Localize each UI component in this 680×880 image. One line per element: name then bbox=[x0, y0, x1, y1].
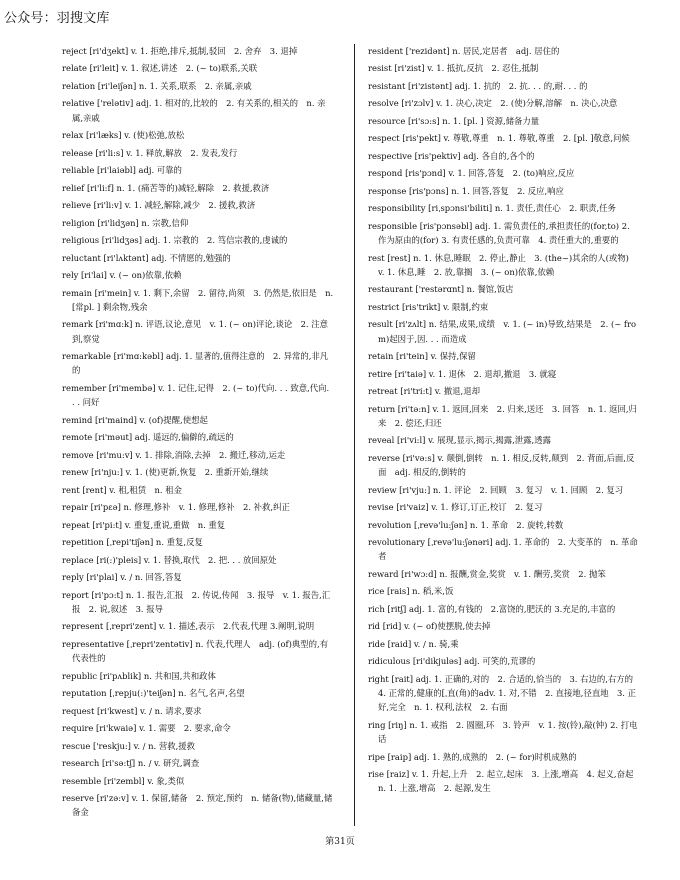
dictionary-entry: rest [rest] n. 1. 休息,睡眠 2. 停止,静止 3. (the~)其余的人(或物) v. 1. 休息,睡 2. 放,靠搁 3. (~ on)依靠,依赖 bbox=[368, 252, 638, 277]
dictionary-entry: renew [ri'nju:] v. 1. (使)更新,恢复 2. 重新开始,继续 bbox=[62, 467, 269, 478]
dictionary-entry: remove [ri'mu:v] v. 1. 排除,消除,去掉 2. 搬迁,移动,运走 bbox=[62, 449, 286, 460]
dictionary-entry: responsible [ris'pɔnsəbl] adj. 1. 需负责任的,承担责任的(for,to) 2. 作为原由的(for) 3. 有责任感的,负责可靠 4. 责任重大的,重要的 bbox=[368, 220, 630, 246]
dictionary-entry: representative [ˌrepri'zentətiv] n. 代表,代理人 adj. (of)典型的,有代表性的 bbox=[62, 638, 329, 664]
dictionary-entry: reserve [ri'zə:v] v. 1. 保留,储备 2. 预定,预约 n. 储备(物),储藏量,储备金 bbox=[62, 793, 333, 818]
dictionary-entry: resident ['rezidənt] n. 居民,定居者 adj. 居住的 bbox=[368, 46, 560, 56]
dictionary-entry: respective [ris'pektiv] adj. 各自的,各个的 bbox=[368, 150, 535, 161]
dictionary-entry: repair [ri'pɛə] n. 修理,修补 v. 1. 修理,修补 2. 补救,纠正 bbox=[62, 502, 290, 513]
dictionary-entry: relax [ri'læks] v. (使)松弛,放松 bbox=[62, 130, 185, 141]
dictionary-entry: retain [ri'tein] v. 保持,保留 bbox=[368, 351, 476, 362]
right-column bbox=[368, 44, 640, 799]
dictionary-entry: ring [riŋ] n. 1. 戒指 2. 圆圈,环 3. 铃声 v. 1. 按(铃),敲(钟) 2. 打电话 bbox=[368, 719, 638, 745]
dictionary-entry: return [ri'tə:n] v. 1. 返回,回来 2. 归来,送还 3. 回答 n. 1. 返回,归来 2. 偿还,归还 bbox=[368, 403, 637, 428]
dictionary-entry: report [ri'pɔ:t] n. 1. 报告,汇报 2. 传说,传闻 3. 报导 v. 1. 报告,汇报 2. 说,叙述 3. 报导 bbox=[62, 589, 331, 614]
dictionary-entry: restaurant ['restərɑnt] n. 餐馆,饭店 bbox=[368, 284, 514, 295]
dictionary-entry: repeat [ri'pi:t] v. 重复,重说,重做 n. 重复 bbox=[62, 519, 226, 530]
dictionary-entry: reliable [ri'laiəbl] adj. 可靠的 bbox=[62, 165, 182, 176]
dictionary-entry: resistant [ri'zistənt] adj. 1. 抗的 2. 抗. . . 的,耐. . . 的 bbox=[368, 80, 588, 91]
dictionary-entry: remember [ri'membə] v. 1. 记住,记得 2. (~ to)代向. . . 致意,代向. . . 问好 bbox=[62, 382, 330, 408]
dictionary-entry: rice [rais] n. 稻,米,饭 bbox=[368, 586, 454, 597]
column-divider bbox=[354, 44, 355, 826]
dictionary-entry: remote [ri'məut] adj. 遥远的,偏僻的,疏远的 bbox=[62, 432, 234, 443]
dictionary-entry: revolutionary [ˌrevə'lu:ʃənəri] adj. 1. 革命的 2. 大变革的 n. 革命者 bbox=[368, 537, 638, 562]
dictionary-entry: remark [ri'mɑ:k] n. 评语,议论,意见 v. 1. (~ on)评论,谈论 2. 注意到,察觉 bbox=[62, 319, 328, 344]
dictionary-entry: resolve [ri'zɔlv] v. 1. 决心,决定 2. (使)分解,溶解 n. 决心,决意 bbox=[368, 98, 618, 109]
dictionary-entry: relate [ri'leit] v. 1. 叙述,讲述 2. (~ to)联系,关联 bbox=[62, 63, 258, 74]
dictionary-entry: resemble [ri'zembl] v. 象,类似 bbox=[62, 775, 185, 786]
dictionary-entry: reject [ri'dʒekt] v. 1. 拒绝,排斥,抵制,驳回 2. 舍弃 3. 退掉 bbox=[62, 46, 298, 56]
dictionary-entry: request [ri'kwest] v. / n. 请求,要求 bbox=[62, 705, 202, 716]
dictionary-entry: rescue ['reskju:] v. / n. 营救,援救 bbox=[62, 740, 196, 751]
dictionary-entry: relief [ri'li:f] n. 1. (痛苦等的)减轻,解除 2. 救援,救济 bbox=[62, 182, 270, 193]
dictionary-entry: retreat [ri'tri:t] v. 撤退,退却 bbox=[368, 386, 480, 397]
dictionary-entry: remind [ri'maind] v. (of)提醒,使想起 bbox=[62, 414, 208, 425]
dictionary-entry: resource [ri'sɔ:s] n. 1. [pl. ] 资源,储备力量 bbox=[368, 115, 540, 126]
dictionary-entry: remain [ri'mein] v. 1. 剩下,余留 2. 留待,尚须 3. 仍然是,依旧是 n. [常pl. ] 剩余物,残余 bbox=[62, 287, 334, 312]
dictionary-entry: rise [raiz] v. 1. 升起,上升 2. 起立,起床 3. 上涨,增高 4. 起义,奋起 n. 1. 上涨,增高 2. 起源,发生 bbox=[368, 769, 642, 794]
dictionary-entry: revolution [ˌrevə'lu:ʃən] n. 1. 革命 2. 旋转,转数 bbox=[368, 519, 564, 530]
dictionary-entry: religion [ri'lidʒən] n. 宗教,信仰 bbox=[62, 217, 189, 228]
dictionary-entry: relative ['relətiv] adj. 1. 相对的,比较的 2. 有关系的,相关的 n. 亲属,亲戚 bbox=[62, 98, 326, 123]
dictionary-entry: ripe [raip] adj. 1. 熟的,成熟的 2. (~ for)时机成熟的 bbox=[368, 751, 577, 762]
dictionary-entry: reputation [ˌrepju(:)'teiʃən] n. 名气,名声,名望 bbox=[62, 688, 245, 699]
dictionary-entry: require [ri'kwaiə] v. 1. 需要 2. 要求,命令 bbox=[62, 723, 231, 734]
dictionary-entry: reward [ri'wɔ:d] n. 报酬,赏金,奖赏 v. 1. 酬劳,奖赏 2. 抛笨 bbox=[368, 568, 606, 579]
left-column bbox=[62, 44, 334, 823]
dictionary-entry: release [ri'li:s] v. 1. 释放,解放 2. 发表,发行 bbox=[62, 147, 238, 158]
page-number: 第31页 bbox=[325, 837, 355, 847]
dictionary-entry: relation [ri'leiʃən] n. 1. 关系,联系 2. 亲属,亲戚 bbox=[62, 80, 252, 91]
dictionary-entry: rid [rid] v. (~ of)使摆脱,使去掉 bbox=[368, 621, 491, 632]
dictionary-entry: reluctant [ri'lʌktənt] adj. 不情愿的,勉强的 bbox=[62, 252, 231, 263]
dictionary-entry: religious [ri'lidʒəs] adj. 1. 宗教的 2. 笃信宗教的,虔诚的 bbox=[62, 235, 288, 246]
dictionary-entry: ridiculous [ri'dikjuləs] adj. 可笑的,荒谬的 bbox=[368, 656, 536, 667]
dictionary-entry: relieve [ri'li:v] v. 1. 减轻,解除,减少 2. 援救,救济 bbox=[62, 200, 256, 211]
dictionary-entry: remarkable [ri'mɑ:kəbl] adj. 1. 显著的,值得注意的 2. 异常的,非凡的 bbox=[62, 351, 329, 376]
dictionary-entry: repetition [ˌrepi'tiʃən] n. 重复,反复 bbox=[62, 537, 203, 548]
dictionary-entry: respond [ris'pɔnd] v. 1. 回答,答复 2. (to)响应,反应 bbox=[368, 168, 575, 179]
dictionary-entry: represent [ˌrepri'zent] v. 1. 描述,表示 2.代表,代理 3.阐明,说明 bbox=[62, 621, 315, 632]
dictionary-page bbox=[62, 44, 666, 824]
dictionary-entry: right [rait] adj. 1. 正确的,对的 2. 合适的,恰当的 3. 右边的,右方的 4. 正常的,健康的[ˌ直(角)的adv. 1. 对,不错 2. 直接地,径直地 3. 正好,完全 n. 1. 权利,法权 2. 右面 bbox=[368, 673, 642, 713]
dictionary-entry: respect [ris'pekt] v. 尊敬,尊重 n. 1. 尊敬,尊重 2. [pl. ]敬意,问候 bbox=[368, 133, 630, 144]
dictionary-entry: replace [ri(:)'pleis] v. 1. 替换,取代 2. 把. . . 放回原处 bbox=[62, 554, 277, 565]
dictionary-entry: restrict [ris'trikt] v. 限制,约束 bbox=[368, 301, 489, 312]
dictionary-entry: republic [ri'pʌblik] n. 共和国,共和政体 bbox=[62, 670, 216, 681]
dictionary-entry: review [ri'vju:] n. 1. 评论 2. 回顾 3. 复习 v. 1. 回顾 2. 复习 bbox=[368, 484, 624, 495]
dictionary-entry: resist [ri'zist] v. 1. 抵抗,反抗 2. 忍住,抵制 bbox=[368, 63, 539, 74]
dictionary-entry: rent [rent] v. 租,租赁 n. 租金 bbox=[62, 484, 182, 495]
dictionary-entry: response [ris'pɔns] n. 1. 回答,答复 2. 反应,响应 bbox=[368, 185, 564, 196]
dictionary-entry: responsibility [riˌspɔnsi'biliti] n. 1. 责任,责任心 2. 职责,任务 bbox=[368, 203, 616, 214]
dictionary-entry: retire [ri'taiə] v. 1. 退休 2. 退却,撤退 3. 就寝 bbox=[368, 368, 557, 379]
dictionary-entry: reveal [ri'vi:l] v. 展现,显示,揭示,揭露,泄露,透露 bbox=[368, 435, 551, 446]
dictionary-entry: revise [ri'vaiz] v. 1. 修订,订正,校订 2. 复习 bbox=[368, 502, 543, 513]
dictionary-entry: research [ri'sə:tʃ] n. / v. 研究,调查 bbox=[62, 758, 200, 769]
page-header: 公众号：羽搜文库 bbox=[4, 11, 110, 26]
dictionary-entry: ride [raid] v. / n. 骑,乘 bbox=[368, 638, 459, 649]
dictionary-entry: result [ri'zʌlt] n. 结果,成果,成绩 v. 1. (~ in)导致,结果是 2. (~ from)起因于,因. . . 而造成 bbox=[368, 319, 637, 344]
dictionary-entry: rich [ritʃ] adj. 1. 富的,有钱的 2.富饶的,肥沃的 3.充足的,丰富的 bbox=[368, 603, 616, 614]
dictionary-entry: reverse [ri'və:s] v. 颠倒,倒转 n. 1. 相反,反转,颠到 2. 背面,后面,反面 adj. 相反的,倒转的 bbox=[368, 452, 635, 478]
dictionary-entry: rely [ri'lai] v. (~ on)依靠,依赖 bbox=[62, 270, 182, 281]
dictionary-entry: reply [ri'plai] v. / n. 回答,答复 bbox=[62, 572, 182, 583]
